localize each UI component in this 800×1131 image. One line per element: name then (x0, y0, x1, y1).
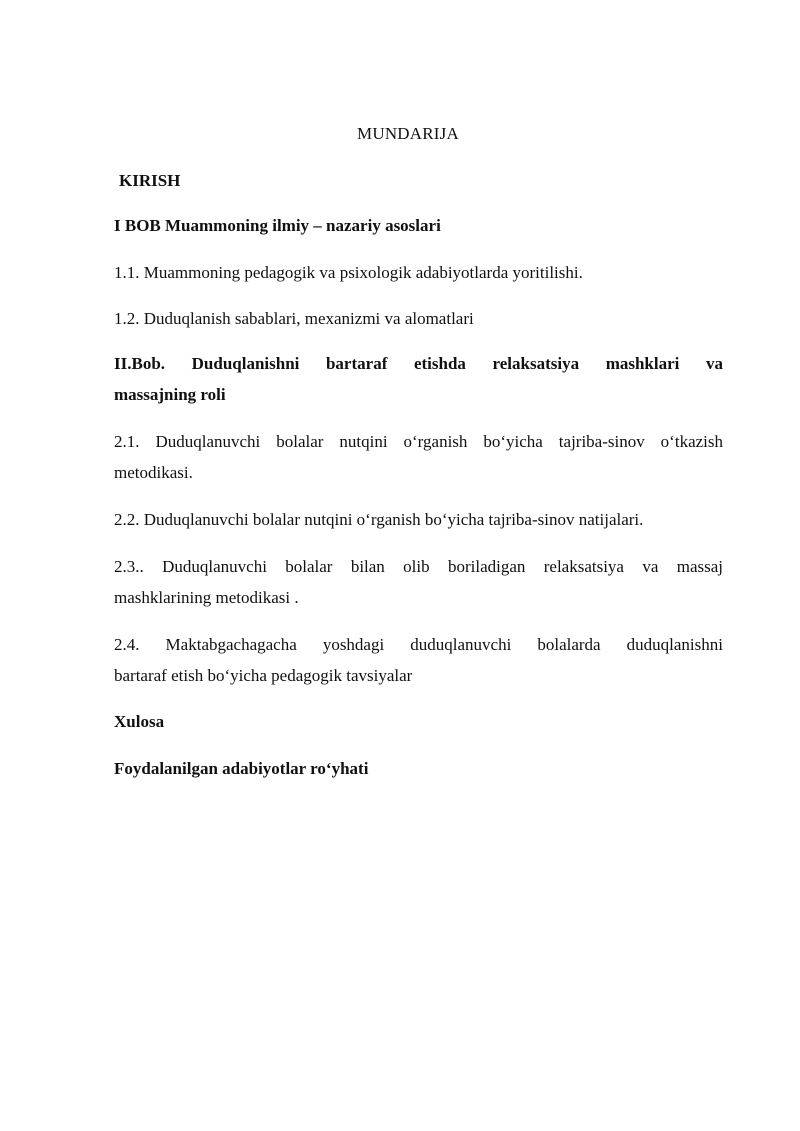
toc-item-references: Foydalanilgan adabiyotlar ro‘yhati (114, 759, 369, 778)
toc-item-xulosa: Xulosa (114, 712, 165, 731)
toc-title: MUNDARIJA (357, 124, 459, 143)
toc-item-2-3 (114, 551, 723, 613)
toc-item-1-1: 1.1. Muammoning pedagogik va psixologik adabiyotlarda yoritilishi. (114, 263, 583, 282)
toc-chapter-2-line-2: massajning roli (114, 385, 226, 404)
toc-item-2-3-line-2: mashklarining metodikasi . (114, 588, 299, 607)
toc-item-2-4-line-1: 2.4. Maktabgachagacha yoshdagi duduqlanuvchi bolalarda duduqlanishni (114, 635, 723, 654)
toc-item-2-2: 2.2. Duduqlanuvchi bolalar nutqini o‘rganish bo‘yicha tajriba-sinov natijalari. (114, 510, 644, 529)
toc-item-2-4 (114, 629, 723, 691)
toc-item-2-3-line-1: 2.3.. Duduqlanuvchi bolalar bilan olib boriladigan relaksatsiya va massaj (114, 557, 723, 576)
toc-chapter-1: I BOB Muammoning ilmiy – nazariy asoslari (114, 216, 441, 235)
toc-item-2-4-line-2: bartaraf etish bo‘yicha pedagogik tavsiyalar (114, 666, 413, 685)
toc-item-2-1 (114, 426, 723, 488)
toc-chapter-2 (114, 348, 723, 410)
toc-item-2-1-line-1: 2.1. Duduqlanuvchi bolalar nutqini o‘rganish bo‘yicha tajriba-sinov o‘tkazish (114, 432, 723, 451)
toc-item-1-2: 1.2. Duduqlanish sabablari, mexanizmi va alomatlari (114, 309, 474, 328)
toc-item-kirish: KIRISH (119, 171, 181, 190)
toc-item-2-1-line-2: metodikasi. (114, 463, 193, 482)
toc-chapter-2-line-1: II.Bob. Duduqlanishni bartaraf etishda relaksatsiya mashklari va (114, 354, 723, 373)
